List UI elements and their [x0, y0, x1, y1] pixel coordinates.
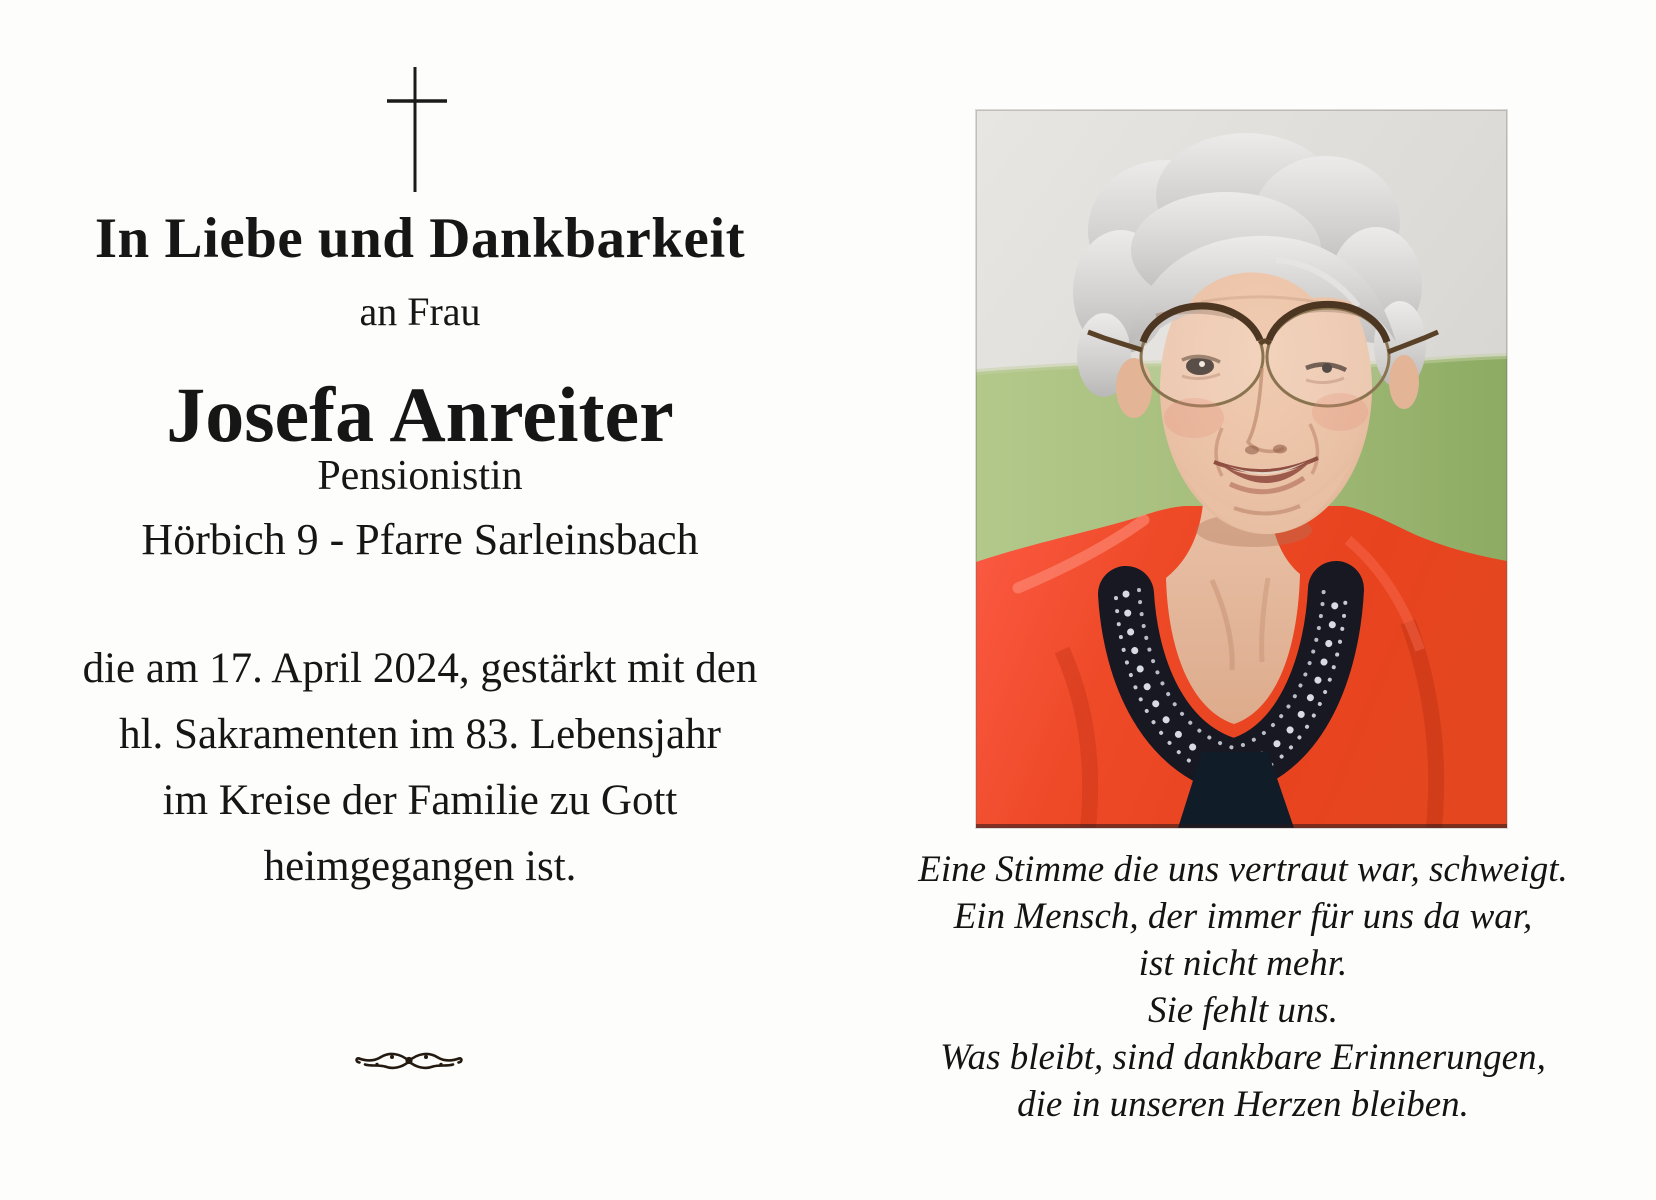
verse-line: Eine Stimme die uns vertraut war, schweigt.	[918, 849, 1568, 890]
verse-line: ist nicht mehr.	[1138, 943, 1348, 984]
obituary-line: heimgegangen ist.	[263, 843, 577, 890]
cross-icon	[385, 64, 449, 194]
verse-line: Was bleibt, sind dankbare Erinnerungen,	[940, 1037, 1546, 1078]
flourish-divider-icon	[352, 1048, 466, 1076]
obituary-line: die am 17. April 2024, gestärkt mit den	[82, 645, 758, 692]
verse-line: Ein Mensch, der immer für uns da war,	[953, 896, 1533, 937]
verse-line: Sie fehlt uns.	[1147, 990, 1339, 1031]
occupation-text: Pensionistin	[317, 453, 523, 499]
verse-line: die in unseren Herzen bleiben.	[1017, 1084, 1469, 1125]
dedication-heading: In Liebe und Dankbarkeit	[94, 207, 746, 270]
obituary-line: im Kreise der Familie zu Gott	[162, 777, 678, 824]
residence-text: Hörbich 9 - Pfarre Sarleinsbach	[141, 515, 699, 564]
deceased-name: Josefa Anreiter	[166, 371, 674, 458]
portrait-photo	[976, 110, 1507, 828]
obituary-line: hl. Sakramenten im 83. Lebensjahr	[119, 711, 721, 758]
memorial-verse	[903, 846, 1583, 1128]
salutation-text: an Frau	[359, 289, 481, 334]
obituary-paragraph	[0, 636, 840, 900]
